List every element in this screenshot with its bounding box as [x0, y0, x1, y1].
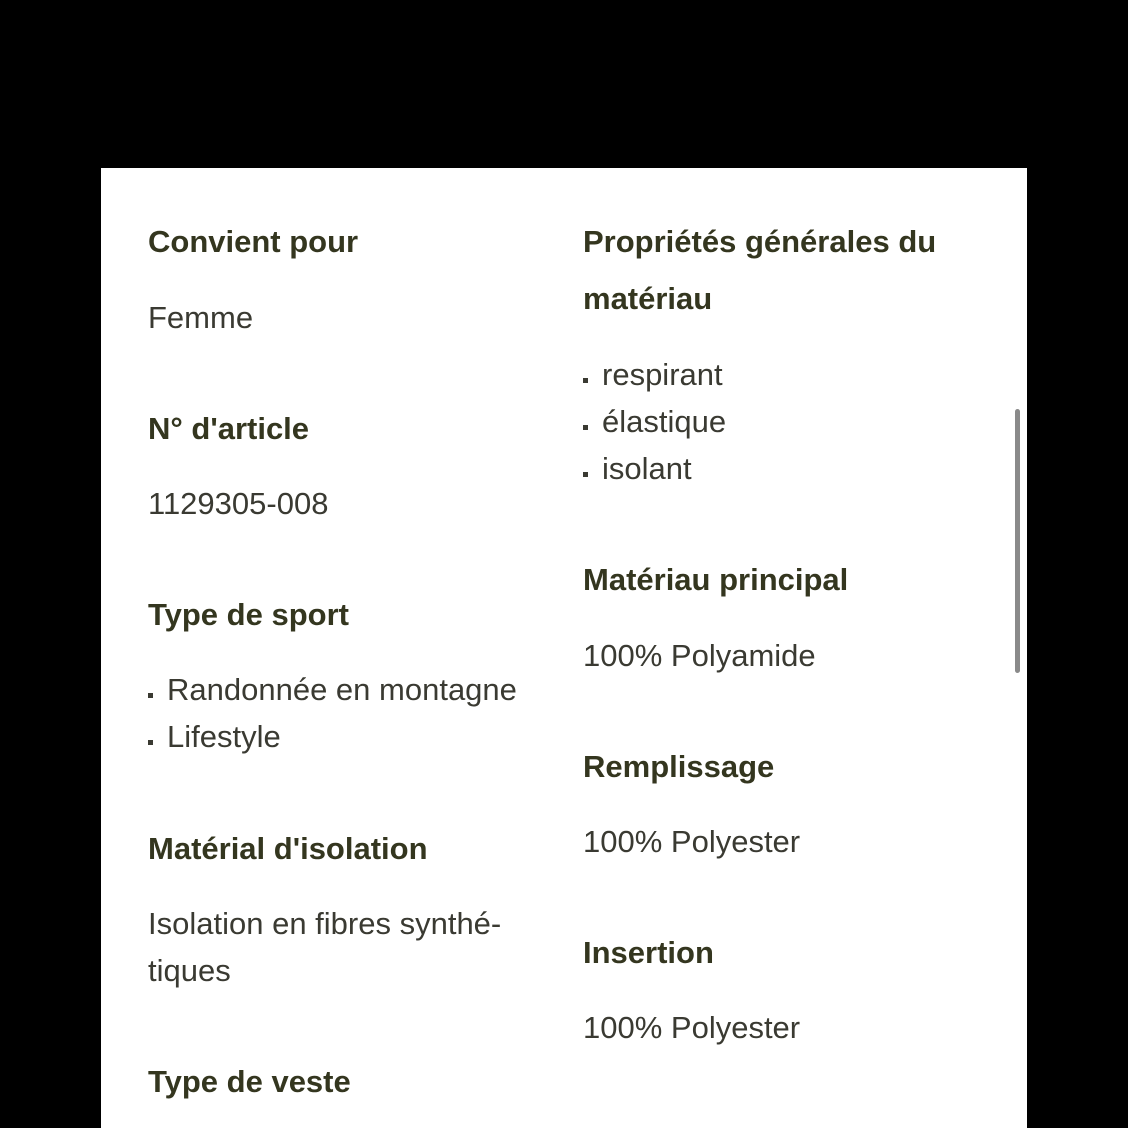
product-details-panel — [101, 168, 1027, 1128]
next-heading-cut-off — [583, 1120, 673, 1128]
main-material-heading: Matériau principal — [583, 562, 849, 597]
insulation-material-heading: Matérial d'isolation — [148, 831, 428, 866]
material-properties-heading-line2: matériau — [583, 281, 713, 316]
insert-value: 100% Polyester — [583, 1010, 801, 1045]
jacket-type-heading: Type de veste — [148, 1064, 351, 1099]
filling-value: 100% Polyester — [583, 824, 801, 859]
next-heading-partial — [583, 1120, 673, 1128]
suitable-for-value: Femme — [148, 300, 254, 335]
insulation-material-value-line2: tiques — [148, 953, 231, 988]
list-item: élastique — [583, 398, 726, 445]
material-properties-list — [583, 351, 726, 492]
main-material-value: 100% Polyamide — [583, 638, 816, 673]
list-item: isolant — [583, 445, 726, 492]
article-number-value: 1129305-008 — [148, 486, 329, 521]
insulation-material-value-line1: Isolation en fibres synthé- — [148, 906, 502, 941]
material-properties-heading-line1: Propriétés générales du — [583, 224, 937, 259]
list-item: respirant — [583, 351, 726, 398]
filling-heading: Remplissage — [583, 749, 775, 784]
insert-heading: Insertion — [583, 935, 714, 970]
scrollbar-thumb[interactable] — [1015, 409, 1020, 673]
list-item: Lifestyle — [148, 713, 517, 760]
sport-type-list — [148, 666, 517, 760]
list-item: Randonnée en montagne — [148, 666, 517, 713]
suitable-for-heading: Convient pour — [148, 224, 359, 259]
article-number-heading: N° d'article — [148, 411, 310, 446]
sport-type-heading: Type de sport — [148, 597, 349, 632]
